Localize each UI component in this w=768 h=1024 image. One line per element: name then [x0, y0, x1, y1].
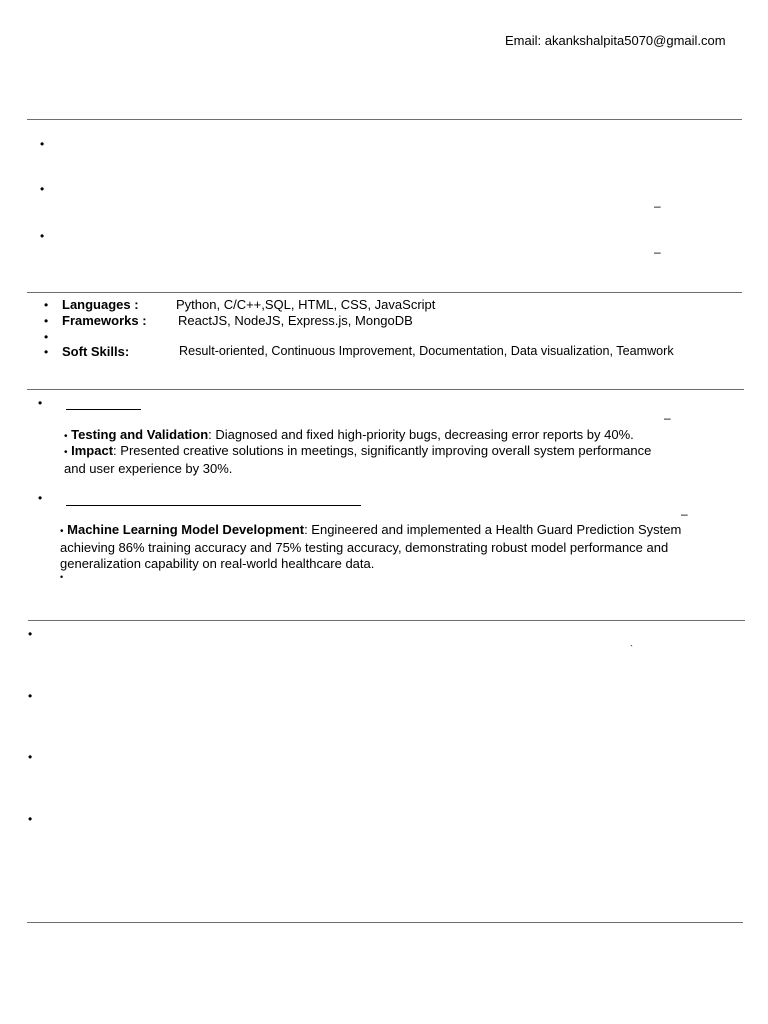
dash-mark: – [654, 245, 661, 259]
skill-label-frameworks: Frameworks : [62, 313, 147, 328]
list-bullet: • [44, 345, 49, 359]
list-bullet: • [64, 431, 68, 442]
list-bullet: • [28, 627, 33, 641]
section-divider [27, 922, 743, 923]
list-bullet: • [44, 314, 49, 328]
section-divider [27, 119, 742, 120]
section-divider [27, 292, 742, 293]
dash-mark: – [681, 507, 688, 521]
tick-mark: ` [630, 644, 633, 654]
point-title: Machine Learning Model Development [67, 522, 305, 537]
skill-value-frameworks: ReactJS, NodeJS, Express.js, MongoDB [178, 313, 413, 328]
list-bullet: • [40, 182, 45, 196]
email-text: Email: akankshalpita5070@gmail.com [505, 33, 726, 48]
point-title: Testing and Validation [71, 427, 209, 442]
list-bullet: • [38, 396, 43, 410]
experience-point [60, 522, 700, 572]
dash-mark: – [664, 411, 671, 425]
list-bullet: • [44, 298, 49, 312]
skill-label-soft-skills: Soft Skills: [62, 344, 130, 359]
point-text: : Diagnosed and fixed high-priority bugs, decreasing error reports by 40%. [208, 427, 634, 442]
list-bullet: • [60, 572, 64, 582]
dash-mark: – [654, 199, 661, 213]
list-bullet: • [28, 750, 33, 764]
point-text: : Engineered and implemented a Health Guard Prediction System achieving 86% training accuracy and 75% testing accuracy, demonstrating robust model performance and generalization capability on real-world healthcare data. [60, 522, 682, 571]
list-bullet: • [60, 526, 64, 537]
list-bullet: • [44, 330, 49, 344]
list-bullet: • [38, 491, 43, 505]
job-title-underline [66, 409, 141, 410]
job-title-underline [66, 505, 361, 506]
skill-value-soft-skills: Result-oriented, Continuous Improvement, Documentation, Data visualization, Teamwork [179, 344, 674, 358]
skill-value-languages: Python, C/C++,SQL, HTML, CSS, JavaScript [176, 297, 436, 312]
point-text: : Presented creative solutions in meetings, significantly improving overall system performance and user experience by 30%. [64, 443, 652, 476]
list-bullet: • [40, 137, 45, 151]
section-divider [27, 389, 744, 390]
list-bullet: • [64, 447, 68, 458]
list-bullet: • [28, 812, 33, 826]
list-bullet: • [28, 689, 33, 703]
list-bullet: • [40, 229, 45, 243]
section-divider [28, 620, 745, 621]
point-title: Impact [71, 443, 114, 458]
skill-label-languages: Languages : [62, 297, 139, 312]
experience-point [64, 443, 664, 477]
